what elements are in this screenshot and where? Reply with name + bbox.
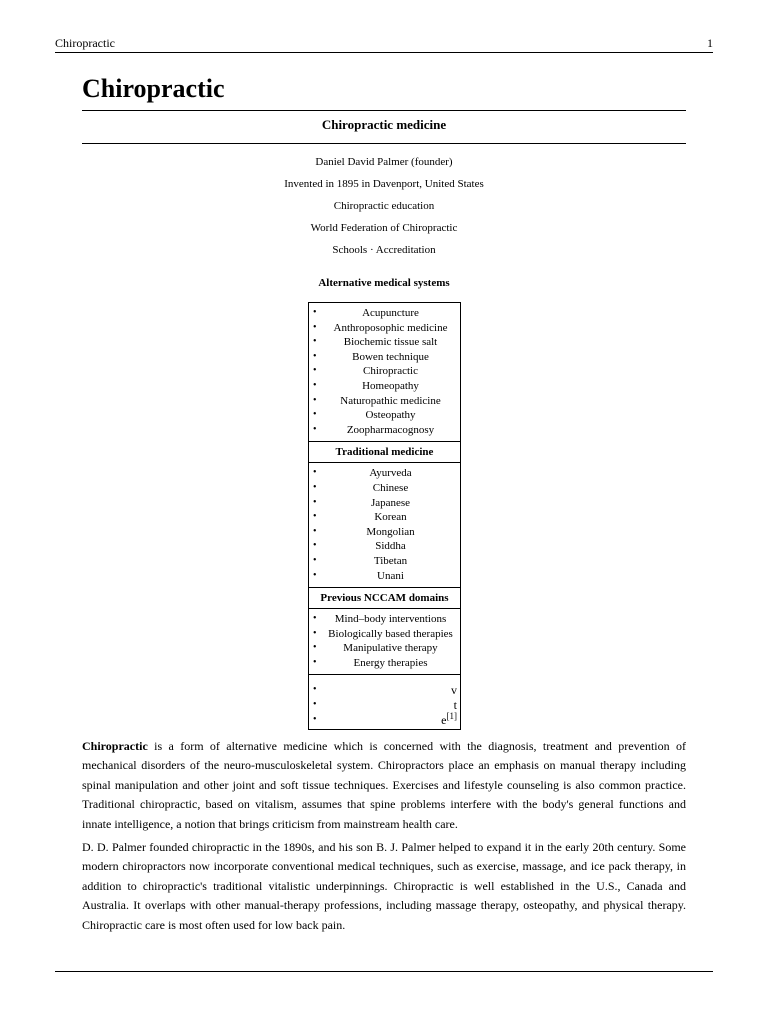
- edit-link[interactable]: [309, 710, 460, 728]
- reference-marker[interactable]: [1]: [446, 710, 457, 721]
- list-item[interactable]: • Acupuncture: [309, 306, 460, 321]
- list-item[interactable]: • Unani: [309, 569, 460, 584]
- list-item[interactable]: • Tibetan: [309, 554, 460, 569]
- paragraph-history: D. D. Palmer founded chiropractic in the 1890s, and his son B. J. Palmer helped to expand it in the early 20th century. Some modern chiropractors now incorporate conventional medical techniques, such as exercise, massage, and ice pack therapy, in addition to chiropractic's traditional vitalistic underpinnings. Chiropractic is well established in the U.S., Canada and Australia. It overlaps with other manual-therapy professions, including massage therapy, osteopathy, and physical therapy. Chiropractic care is most often used for low back pain.: [82, 840, 686, 932]
- list-item[interactable]: • Energy therapies: [309, 656, 460, 671]
- list-item[interactable]: • Mongolian: [309, 525, 460, 540]
- edit-link-label[interactable]: e: [441, 712, 447, 727]
- lead-term: Chiropractic: [82, 739, 148, 753]
- traditional-medicine-heading[interactable]: Traditional medicine: [309, 441, 460, 463]
- list-item[interactable]: • Chiropractic: [309, 364, 460, 379]
- footer-rule: [55, 971, 713, 972]
- nccam-list: [309, 609, 460, 674]
- list-item[interactable]: • Zoopharmacognosy: [309, 423, 460, 438]
- list-item[interactable]: • Biologically based therapies: [309, 627, 460, 642]
- paragraph-intro-text: is a form of alternative medicine which is concerned with the diagnosis, treatment and prevention of mechanical disorders of the neuro-musculoskeletal system. Chiropractors place an emphasis on manual therapy including spinal manipulation and other joint and soft tissue techniques. Exercises and lifestyle counseling is also common practice. Traditional chiropractic, based on vitalism, assumes that spine problems interfere with the body's general functions and innate intelligence, a notion that brings criticism from mainstream health care.: [82, 739, 686, 831]
- infobox: [82, 116, 686, 291]
- nccam-domains-heading[interactable]: Previous NCCAM domains: [309, 587, 460, 609]
- article-body: [82, 737, 686, 939]
- view-link[interactable]: [309, 683, 460, 698]
- traditional-list: [309, 463, 460, 587]
- list-item[interactable]: • Mind–body interventions: [309, 612, 460, 627]
- vte-links: [309, 674, 460, 729]
- list-item[interactable]: • Chinese: [309, 481, 460, 496]
- list-item[interactable]: • Siddha: [309, 539, 460, 554]
- list-item[interactable]: • Bowen technique: [309, 350, 460, 365]
- list-item[interactable]: • Japanese: [309, 496, 460, 511]
- infobox-title: Chiropractic medicine: [82, 116, 686, 144]
- running-header-title: Chiropractic: [55, 36, 115, 50]
- infobox-row-schools[interactable]: Schools · Accreditation: [332, 244, 436, 256]
- running-header: [55, 36, 713, 53]
- page-number: 1: [707, 36, 713, 50]
- list-item[interactable]: • Naturopathic medicine: [309, 394, 460, 409]
- page-title: Chiropractic: [82, 72, 686, 111]
- paragraph-intro: [82, 737, 686, 834]
- list-item[interactable]: • Biochemic tissue salt: [309, 335, 460, 350]
- systems-list: [309, 303, 460, 441]
- infobox-row-federation[interactable]: World Federation of Chiropractic: [310, 222, 458, 234]
- list-item[interactable]: • Anthroposophic medicine: [309, 321, 460, 336]
- list-item[interactable]: • Homeopathy: [309, 379, 460, 394]
- navbox: [308, 302, 461, 730]
- talk-link[interactable]: [309, 698, 460, 713]
- infobox-row-invented[interactable]: Invented in 1895 in Davenport, United States: [284, 178, 484, 190]
- talk-link-label[interactable]: t: [453, 698, 457, 713]
- list-item[interactable]: • Ayurveda: [309, 466, 460, 481]
- infobox-row-founder[interactable]: Daniel David Palmer (founder): [315, 156, 453, 168]
- list-item[interactable]: • Korean: [309, 510, 460, 525]
- view-link-label[interactable]: v: [451, 683, 457, 698]
- infobox-subtitle: Alternative medical systems: [318, 277, 450, 289]
- infobox-row-education[interactable]: Chiropractic education: [333, 200, 435, 212]
- list-item[interactable]: • Osteopathy: [309, 408, 460, 423]
- list-item[interactable]: • Manipulative therapy: [309, 641, 460, 656]
